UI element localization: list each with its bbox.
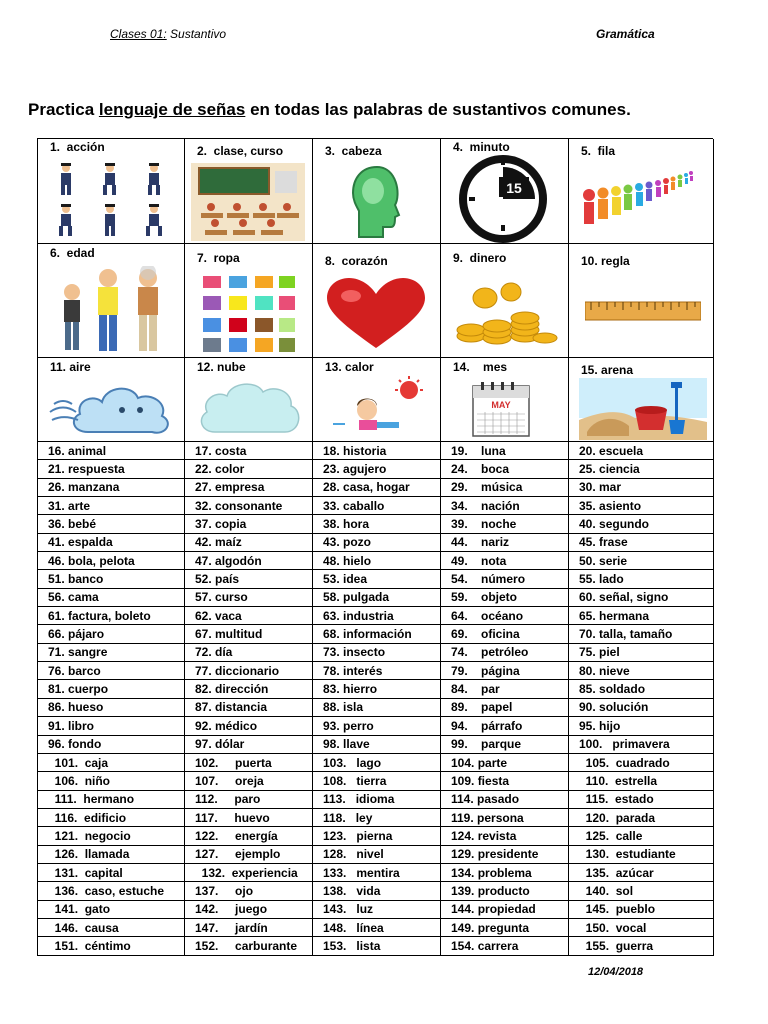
word-cell: 139. producto — [441, 882, 569, 900]
word-cell: 137. ojo — [185, 882, 313, 900]
picture-cell — [313, 358, 441, 442]
table-row — [38, 680, 714, 698]
word-cell: 129. presidente — [441, 845, 569, 863]
word-cell: 110. estrella — [569, 772, 714, 790]
word-cell: 100. primavera — [569, 735, 714, 753]
word-cell: 77. diccionario — [185, 662, 313, 680]
word-cell: 64. océano — [441, 607, 569, 625]
table-row — [38, 460, 714, 478]
table-row — [38, 882, 714, 900]
picture-grid — [37, 138, 713, 442]
table-row — [38, 790, 714, 808]
word-cell: 21. respuesta — [38, 460, 185, 478]
word-cell: 93. perro — [313, 717, 441, 735]
word-cell: 102. puerta — [185, 753, 313, 771]
word-cell: 86. hueso — [38, 698, 185, 716]
word-cell: 48. hielo — [313, 552, 441, 570]
picture-cell — [441, 244, 569, 358]
word-cell: 89. papel — [441, 698, 569, 716]
word-cell: 91. libro — [38, 717, 185, 735]
word-cell: 83. hierro — [313, 680, 441, 698]
word-cell: 119. persona — [441, 808, 569, 826]
word-cell: 155. guerra — [569, 937, 714, 955]
table-row — [38, 863, 714, 881]
word-cell: 106. niño — [38, 772, 185, 790]
queue-people-icon — [581, 165, 703, 231]
word-cell: 38. hora — [313, 515, 441, 533]
heart-icon — [325, 278, 427, 350]
word-cell: 33. caballo — [313, 497, 441, 515]
word-cell: 40. segundo — [569, 515, 714, 533]
table-row — [38, 533, 714, 551]
picture-label: 9. dinero — [453, 251, 507, 265]
word-cell: 50. serie — [569, 552, 714, 570]
word-cell: 122. energía — [185, 827, 313, 845]
picture-label: 10. regla — [581, 254, 630, 268]
word-cell: 42. maíz — [185, 533, 313, 551]
word-cell: 82. dirección — [185, 680, 313, 698]
word-cell: 69. oficina — [441, 625, 569, 643]
table-row — [38, 607, 714, 625]
word-cell: 18. historia — [313, 442, 441, 460]
word-cell: 63. industria — [313, 607, 441, 625]
word-cell: 55. lado — [569, 570, 714, 588]
word-cell: 97. dólar — [185, 735, 313, 753]
word-cell: 56. cama — [38, 588, 185, 606]
class-header — [110, 27, 226, 41]
picture-cell — [569, 139, 714, 244]
title-link[interactable]: lenguaje de señas — [98, 100, 246, 119]
word-cell: 44. nariz — [441, 533, 569, 551]
ruler-icon — [585, 300, 701, 322]
picture-label: 2. clase, curso — [197, 144, 284, 158]
word-cell: 147. jardín — [185, 918, 313, 936]
word-cell: 109. fiesta — [441, 772, 569, 790]
table-row — [38, 900, 714, 918]
word-cell: 61. factura, boleto — [38, 607, 185, 625]
head-icon — [349, 165, 405, 239]
class-topic: Sustantivo — [170, 27, 227, 41]
word-cell: 130. estudiante — [569, 845, 714, 863]
picture-cell — [185, 244, 313, 358]
word-cell: 84. par — [441, 680, 569, 698]
word-cell: 111. hermano — [38, 790, 185, 808]
blowing-cloud-icon — [48, 380, 176, 438]
police-figures-icon — [52, 159, 172, 239]
word-cell: 31. arte — [38, 497, 185, 515]
word-cell: 36. bebé — [38, 515, 185, 533]
word-cell: 59. objeto — [441, 588, 569, 606]
picture-label: 13. calor — [325, 360, 374, 374]
word-cell: 94. párrafo — [441, 717, 569, 735]
word-table-body — [38, 442, 714, 956]
word-cell: 112. paro — [185, 790, 313, 808]
picture-cell — [38, 358, 185, 442]
word-cell: 67. multitud — [185, 625, 313, 643]
picture-cell — [185, 358, 313, 442]
picture-label: 11. aire — [50, 360, 91, 374]
word-cell: 127. ejemplo — [185, 845, 313, 863]
picture-cell — [313, 139, 441, 244]
table-row — [38, 662, 714, 680]
clothes-icon — [199, 272, 299, 354]
table-row — [38, 735, 714, 753]
word-cell: 126. llamada — [38, 845, 185, 863]
picture-cell — [441, 358, 569, 442]
coins-icon — [455, 278, 559, 350]
word-cell: 71. sangre — [38, 643, 185, 661]
table-row — [38, 808, 714, 826]
word-cell: 136. caso, estuche — [38, 882, 185, 900]
word-cell: 24. boca — [441, 460, 569, 478]
table-row — [38, 643, 714, 661]
word-cell: 62. vaca — [185, 607, 313, 625]
picture-cell — [185, 139, 313, 244]
picture-label: 15. arena — [581, 363, 634, 377]
word-cell: 16. animal — [38, 442, 185, 460]
table-row — [38, 772, 714, 790]
word-cell: 54. número — [441, 570, 569, 588]
word-cell: 88. isla — [313, 698, 441, 716]
word-cell: 57. curso — [185, 588, 313, 606]
picture-cell — [38, 139, 185, 244]
picture-label: 4. minuto — [453, 140, 510, 154]
word-cell: 34. nación — [441, 497, 569, 515]
table-row — [38, 588, 714, 606]
word-cell: 30. mar — [569, 478, 714, 496]
word-cell: 115. estado — [569, 790, 714, 808]
word-cell: 46. bola, pelota — [38, 552, 185, 570]
word-table — [37, 441, 714, 956]
word-cell: 79. página — [441, 662, 569, 680]
word-cell: 108. tierra — [313, 772, 441, 790]
word-cell: 29. música — [441, 478, 569, 496]
word-cell: 90. solución — [569, 698, 714, 716]
table-row — [38, 625, 714, 643]
table-row — [38, 937, 714, 955]
picture-label: 5. fila — [581, 144, 616, 158]
word-cell: 25. ciencia — [569, 460, 714, 478]
word-cell: 154. carrera — [441, 937, 569, 955]
word-cell: 35. asiento — [569, 497, 714, 515]
word-cell: 43. pozo — [313, 533, 441, 551]
word-cell: 148. línea — [313, 918, 441, 936]
word-cell: 51. banco — [38, 570, 185, 588]
word-cell: 149. pregunta — [441, 918, 569, 936]
word-cell: 152. carburante — [185, 937, 313, 955]
word-cell: 116. edificio — [38, 808, 185, 826]
word-cell: 145. pueblo — [569, 900, 714, 918]
title-suffix: en todas las palabras de sustantivos comunes. — [245, 100, 631, 119]
table-row — [38, 918, 714, 936]
word-cell: 121. negocio — [38, 827, 185, 845]
word-cell: 47. algodón — [185, 552, 313, 570]
word-cell: 144. propiedad — [441, 900, 569, 918]
picture-cell — [569, 244, 714, 358]
word-cell: 73. insecto — [313, 643, 441, 661]
word-cell: 17. costa — [185, 442, 313, 460]
word-cell: 125. calle — [569, 827, 714, 845]
picture-label: 6. edad — [50, 246, 95, 260]
word-cell: 117. huevo — [185, 808, 313, 826]
word-cell: 105. cuadrado — [569, 753, 714, 771]
word-cell: 128. nivel — [313, 845, 441, 863]
word-cell: 80. nieve — [569, 662, 714, 680]
word-cell: 99. parque — [441, 735, 569, 753]
word-cell: 120. parada — [569, 808, 714, 826]
word-cell: 140. sol — [569, 882, 714, 900]
word-cell: 104. parte — [441, 753, 569, 771]
word-cell: 58. pulgada — [313, 588, 441, 606]
word-cell: 37. copia — [185, 515, 313, 533]
word-cell: 60. señal, signo — [569, 588, 714, 606]
word-cell: 141. gato — [38, 900, 185, 918]
word-cell: 118. ley — [313, 808, 441, 826]
subject-header: Gramática — [596, 27, 655, 41]
word-cell: 95. hijo — [569, 717, 714, 735]
word-cell: 68. información — [313, 625, 441, 643]
word-cell: 153. lista — [313, 937, 441, 955]
word-cell: 143. luz — [313, 900, 441, 918]
word-cell: 28. casa, hogar — [313, 478, 441, 496]
picture-label: 3. cabeza — [325, 144, 382, 158]
picture-label: 12. nube — [197, 360, 246, 374]
word-cell: 92. médico — [185, 717, 313, 735]
clock-icon — [449, 155, 557, 243]
date-footer: 12/04/2018 — [588, 966, 644, 978]
sand-bucket-shovel-icon — [579, 378, 707, 440]
table-row — [38, 552, 714, 570]
word-cell: 133. mentira — [313, 863, 441, 881]
word-cell: 81. cuerpo — [38, 680, 185, 698]
cloud-icon — [195, 378, 303, 438]
word-cell: 20. escuela — [569, 442, 714, 460]
word-cell: 132. experiencia — [185, 863, 313, 881]
word-cell: 124. revista — [441, 827, 569, 845]
table-row — [38, 478, 714, 496]
word-cell: 75. piel — [569, 643, 714, 661]
word-cell: 96. fondo — [38, 735, 185, 753]
word-cell: 142. juego — [185, 900, 313, 918]
word-cell: 78. interés — [313, 662, 441, 680]
page-title — [28, 100, 631, 120]
table-row — [38, 442, 714, 460]
word-cell: 146. causa — [38, 918, 185, 936]
word-cell: 72. día — [185, 643, 313, 661]
word-cell: 107. oreja — [185, 772, 313, 790]
hot-girl-sun-icon — [331, 376, 431, 438]
word-cell: 45. frase — [569, 533, 714, 551]
word-cell: 70. talla, tamaño — [569, 625, 714, 643]
picture-label: 7. ropa — [197, 251, 240, 265]
word-cell: 74. petróleo — [441, 643, 569, 661]
picture-cell — [313, 244, 441, 358]
three-generations-icon — [52, 266, 174, 356]
table-row — [38, 827, 714, 845]
table-row — [38, 698, 714, 716]
clock-number: 15 — [506, 180, 522, 196]
word-cell: 65. hermana — [569, 607, 714, 625]
word-cell: 138. vida — [313, 882, 441, 900]
title-prefix: Practica — [28, 100, 99, 119]
picture-label: 8. corazón — [325, 254, 388, 268]
picture-cell — [441, 139, 569, 244]
table-row — [38, 845, 714, 863]
classroom-icon — [191, 163, 305, 241]
word-cell: 32. consonante — [185, 497, 313, 515]
word-cell: 134. problema — [441, 863, 569, 881]
table-row — [38, 497, 714, 515]
word-cell: 98. llave — [313, 735, 441, 753]
word-cell: 66. pájaro — [38, 625, 185, 643]
picture-cell — [569, 358, 714, 442]
word-cell: 76. barco — [38, 662, 185, 680]
word-cell: 103. lago — [313, 753, 441, 771]
word-cell: 85. soldado — [569, 680, 714, 698]
word-cell: 52. país — [185, 570, 313, 588]
word-cell: 27. empresa — [185, 478, 313, 496]
table-row — [38, 717, 714, 735]
picture-label: 14. mes — [453, 360, 508, 374]
word-cell: 123. pierna — [313, 827, 441, 845]
table-row — [38, 570, 714, 588]
word-cell: 150. vocal — [569, 918, 714, 936]
word-cell: 23. agujero — [313, 460, 441, 478]
class-label: Clases 01: — [110, 27, 167, 41]
word-cell: 49. nota — [441, 552, 569, 570]
word-cell: 131. capital — [38, 863, 185, 881]
word-cell: 53. idea — [313, 570, 441, 588]
word-cell: 151. céntimo — [38, 937, 185, 955]
word-cell: 87. distancia — [185, 698, 313, 716]
word-cell: 135. azúcar — [569, 863, 714, 881]
word-cell: 41. espalda — [38, 533, 185, 551]
word-cell: 114. pasado — [441, 790, 569, 808]
word-cell: 26. manzana — [38, 478, 185, 496]
calendar-month-text: MAY — [491, 400, 511, 410]
calendar-icon — [471, 380, 531, 438]
picture-cell — [38, 244, 185, 358]
word-cell: 113. idioma — [313, 790, 441, 808]
table-row — [38, 753, 714, 771]
picture-label: 1. acción — [50, 140, 105, 154]
word-cell: 101. caja — [38, 753, 185, 771]
table-row — [38, 515, 714, 533]
word-cell: 39. noche — [441, 515, 569, 533]
word-cell: 19. luna — [441, 442, 569, 460]
word-cell: 22. color — [185, 460, 313, 478]
